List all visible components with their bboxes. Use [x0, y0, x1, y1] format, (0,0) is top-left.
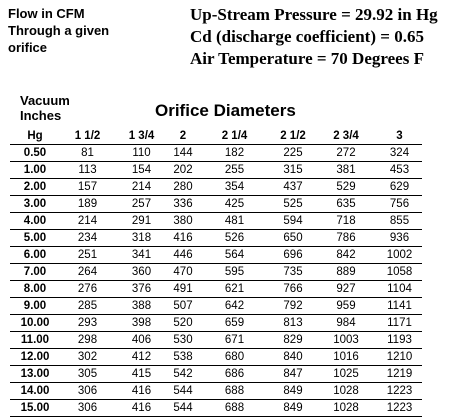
orifice-column-header: 2	[168, 128, 198, 145]
cfm-value-cell: 756	[377, 196, 422, 213]
cfm-value-cell: 650	[271, 230, 315, 247]
cfm-value-cell: 735	[271, 264, 315, 281]
table-row	[10, 145, 422, 162]
orifice-column-header: 2 1/2	[271, 128, 315, 145]
cfm-value-cell: 544	[168, 400, 198, 417]
cfm-value-cell: 1002	[377, 247, 422, 264]
condition-discharge-coefficient: Cd (discharge coefficient) = 0.65	[190, 27, 424, 46]
vacuum-hg-cell: 4.00	[10, 213, 60, 230]
cfm-value-cell: 276	[60, 281, 115, 298]
cfm-value-cell: 849	[271, 400, 315, 417]
cfm-value-cell: 202	[168, 162, 198, 179]
cfm-value-cell: 688	[198, 400, 271, 417]
cfm-value-cell: 306	[60, 400, 115, 417]
cfm-value-cell: 381	[315, 162, 377, 179]
table-row	[10, 315, 422, 332]
flow-table	[10, 128, 422, 417]
cfm-value-cell: 1210	[377, 349, 422, 366]
cfm-value-cell: 680	[198, 349, 271, 366]
hg-column-header: Hg	[10, 128, 60, 145]
flow-title	[8, 5, 168, 56]
table-row	[10, 281, 422, 298]
cfm-value-cell: 214	[60, 213, 115, 230]
cfm-value-cell: 257	[115, 196, 168, 213]
cfm-value-cell: 470	[168, 264, 198, 281]
table-row	[10, 332, 422, 349]
cfm-value-cell: 416	[168, 230, 198, 247]
cfm-value-cell: 380	[168, 213, 198, 230]
orifice-column-header: 1 3/4	[115, 128, 168, 145]
vacuum-hg-cell: 5.00	[10, 230, 60, 247]
cfm-value-cell: 354	[198, 179, 271, 196]
cfm-value-cell: 621	[198, 281, 271, 298]
cfm-value-cell: 110	[115, 145, 168, 162]
vacuum-hg-cell: 15.00	[10, 400, 60, 417]
cfm-value-cell: 416	[115, 383, 168, 400]
vacuum-label-line: Inches	[20, 108, 62, 123]
cfm-value-cell: 225	[271, 145, 315, 162]
cfm-value-cell: 341	[115, 247, 168, 264]
cfm-value-cell: 481	[198, 213, 271, 230]
cfm-value-cell: 305	[60, 366, 115, 383]
table-row	[10, 213, 422, 230]
vacuum-hg-cell: 8.00	[10, 281, 60, 298]
cfm-value-cell: 1141	[377, 298, 422, 315]
cfm-value-cell: 412	[115, 349, 168, 366]
vacuum-hg-cell: 2.00	[10, 179, 60, 196]
cfm-value-cell: 786	[315, 230, 377, 247]
flow-title-line: Through a given	[8, 23, 110, 38]
cfm-value-cell: 840	[271, 349, 315, 366]
cfm-value-cell: 446	[168, 247, 198, 264]
cfm-value-cell: 686	[198, 366, 271, 383]
cfm-value-cell: 688	[198, 383, 271, 400]
table-header-row	[10, 128, 422, 145]
cfm-value-cell: 388	[115, 298, 168, 315]
cfm-value-cell: 530	[168, 332, 198, 349]
cfm-value-cell: 718	[315, 213, 377, 230]
orifice-column-header: 1 1/2	[60, 128, 115, 145]
cfm-value-cell: 491	[168, 281, 198, 298]
cfm-value-cell: 81	[60, 145, 115, 162]
vacuum-hg-cell: 1.00	[10, 162, 60, 179]
orifice-column-header: 3	[377, 128, 422, 145]
cfm-value-cell: 642	[198, 298, 271, 315]
flow-title-line: orifice	[8, 40, 48, 55]
cfm-value-cell: 251	[60, 247, 115, 264]
cfm-value-cell: 182	[198, 145, 271, 162]
table-row	[10, 196, 422, 213]
cfm-value-cell: 255	[198, 162, 271, 179]
cfm-value-cell: 842	[315, 247, 377, 264]
cfm-value-cell: 792	[271, 298, 315, 315]
table-row	[10, 366, 422, 383]
vacuum-hg-cell: 3.00	[10, 196, 60, 213]
cfm-value-cell: 659	[198, 315, 271, 332]
cfm-value-cell: 264	[60, 264, 115, 281]
vacuum-hg-cell: 14.00	[10, 383, 60, 400]
cfm-value-cell: 144	[168, 145, 198, 162]
table-row	[10, 247, 422, 264]
flow-title-line: Flow in CFM	[8, 6, 85, 21]
cfm-value-cell: 154	[115, 162, 168, 179]
cfm-value-cell: 360	[115, 264, 168, 281]
cfm-value-cell: 542	[168, 366, 198, 383]
cfm-value-cell: 416	[115, 400, 168, 417]
cfm-value-cell: 525	[271, 196, 315, 213]
condition-upstream-pressure: Up-Stream Pressure = 29.92 in Hg	[190, 5, 438, 24]
cfm-value-cell: 425	[198, 196, 271, 213]
table-row	[10, 400, 422, 417]
cfm-value-cell: 594	[271, 213, 315, 230]
vacuum-label	[20, 93, 70, 123]
cfm-value-cell: 889	[315, 264, 377, 281]
vacuum-hg-cell: 9.00	[10, 298, 60, 315]
orifice-column-header: 2 1/4	[198, 128, 271, 145]
cfm-value-cell: 302	[60, 349, 115, 366]
vacuum-hg-cell: 10.00	[10, 315, 60, 332]
cfm-value-cell: 936	[377, 230, 422, 247]
cfm-value-cell: 629	[377, 179, 422, 196]
vacuum-label-line: Vacuum	[20, 93, 70, 108]
vacuum-hg-cell: 11.00	[10, 332, 60, 349]
cfm-value-cell: 507	[168, 298, 198, 315]
cfm-value-cell: 1016	[315, 349, 377, 366]
cfm-value-cell: 293	[60, 315, 115, 332]
cfm-value-cell: 529	[315, 179, 377, 196]
cfm-value-cell: 189	[60, 196, 115, 213]
orifice-column-header: 2 3/4	[315, 128, 377, 145]
table-row	[10, 264, 422, 281]
cfm-value-cell: 635	[315, 196, 377, 213]
cfm-value-cell: 437	[271, 179, 315, 196]
cfm-value-cell: 1171	[377, 315, 422, 332]
table-row	[10, 179, 422, 196]
cfm-value-cell: 526	[198, 230, 271, 247]
vacuum-hg-cell: 12.00	[10, 349, 60, 366]
cfm-value-cell: 234	[60, 230, 115, 247]
cfm-value-cell: 406	[115, 332, 168, 349]
cfm-value-cell: 1219	[377, 366, 422, 383]
cfm-value-cell: 564	[198, 247, 271, 264]
cfm-value-cell: 157	[60, 179, 115, 196]
cfm-value-cell: 813	[271, 315, 315, 332]
cfm-value-cell: 829	[271, 332, 315, 349]
cfm-value-cell: 766	[271, 281, 315, 298]
vacuum-hg-cell: 6.00	[10, 247, 60, 264]
cfm-value-cell: 214	[115, 179, 168, 196]
vacuum-hg-cell: 7.00	[10, 264, 60, 281]
cfm-value-cell: 984	[315, 315, 377, 332]
cfm-value-cell: 671	[198, 332, 271, 349]
table-row	[10, 298, 422, 315]
cfm-value-cell: 318	[115, 230, 168, 247]
cfm-value-cell: 1058	[377, 264, 422, 281]
test-conditions	[190, 4, 438, 70]
cfm-value-cell: 113	[60, 162, 115, 179]
vacuum-hg-cell: 0.50	[10, 145, 60, 162]
cfm-value-cell: 1193	[377, 332, 422, 349]
cfm-value-cell: 376	[115, 281, 168, 298]
table-row	[10, 383, 422, 400]
cfm-value-cell: 291	[115, 213, 168, 230]
cfm-value-cell: 520	[168, 315, 198, 332]
cfm-value-cell: 1223	[377, 383, 422, 400]
cfm-value-cell: 315	[271, 162, 315, 179]
condition-air-temperature: Air Temperature = 70 Degrees F	[190, 49, 424, 68]
cfm-value-cell: 285	[60, 298, 115, 315]
cfm-value-cell: 280	[168, 179, 198, 196]
cfm-value-cell: 959	[315, 298, 377, 315]
cfm-value-cell: 1028	[315, 400, 377, 417]
cfm-value-cell: 595	[198, 264, 271, 281]
cfm-value-cell: 324	[377, 145, 422, 162]
cfm-value-cell: 544	[168, 383, 198, 400]
cfm-value-cell: 847	[271, 366, 315, 383]
cfm-value-cell: 696	[271, 247, 315, 264]
cfm-value-cell: 855	[377, 213, 422, 230]
cfm-value-cell: 398	[115, 315, 168, 332]
table-row	[10, 230, 422, 247]
cfm-value-cell: 1223	[377, 400, 422, 417]
orifice-diameters-title: Orifice Diameters	[155, 101, 296, 120]
vacuum-hg-cell: 13.00	[10, 366, 60, 383]
cfm-value-cell: 336	[168, 196, 198, 213]
cfm-value-cell: 453	[377, 162, 422, 179]
cfm-value-cell: 298	[60, 332, 115, 349]
cfm-value-cell: 849	[271, 383, 315, 400]
cfm-value-cell: 306	[60, 383, 115, 400]
cfm-value-cell: 415	[115, 366, 168, 383]
table-row	[10, 162, 422, 179]
cfm-value-cell: 1028	[315, 383, 377, 400]
cfm-value-cell: 927	[315, 281, 377, 298]
cfm-value-cell: 1025	[315, 366, 377, 383]
cfm-value-cell: 1003	[315, 332, 377, 349]
cfm-value-cell: 538	[168, 349, 198, 366]
table-row	[10, 349, 422, 366]
cfm-value-cell: 272	[315, 145, 377, 162]
cfm-value-cell: 1104	[377, 281, 422, 298]
